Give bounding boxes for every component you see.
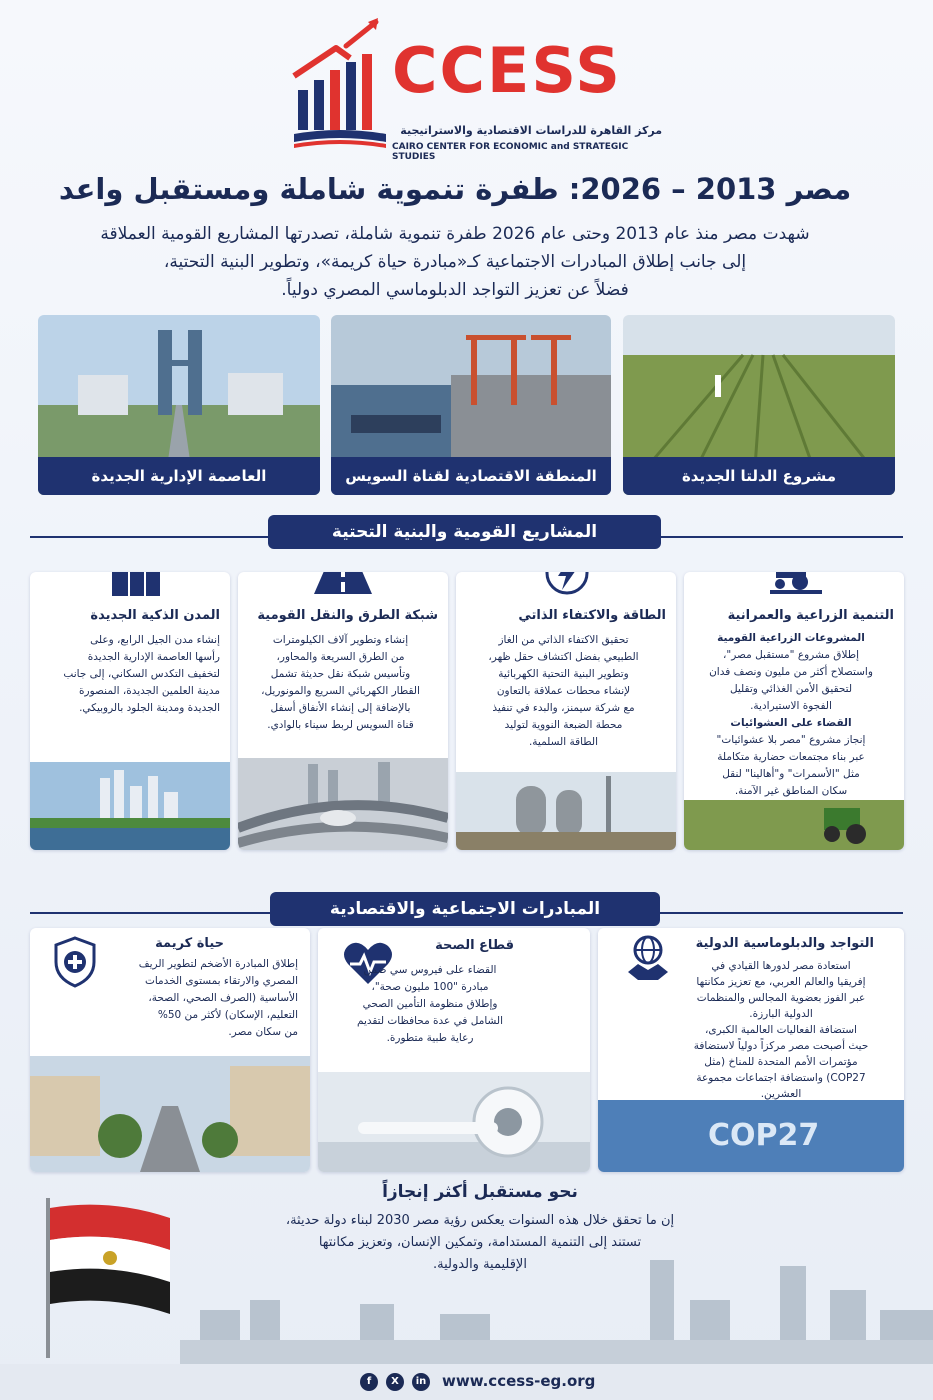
future-line: تستند إلى التنمية المستدامة، وتمكين الإنسان، وتعزيز مكانتها bbox=[318, 1235, 642, 1250]
intro-line: فضلاً عن تعزيز التواجد الدبلوماسي المصري دولياً. bbox=[281, 280, 629, 300]
card-line: استضافة الفعاليات العالمية الكبرى، bbox=[705, 1024, 857, 1036]
highway-image bbox=[238, 758, 448, 850]
logo-text: CCESS bbox=[392, 34, 622, 107]
photo-label: مشروع الدلتا الجديدة bbox=[623, 457, 895, 495]
card-line: مثل "الأسمرات" و"أهالينا" لنقل bbox=[722, 768, 860, 780]
card-line: إفريقيا والعالم العربي، مع تعزيز مكانتها bbox=[696, 976, 866, 988]
card-line: إطلاق مشروع "مستقبل مصر"، bbox=[723, 649, 859, 661]
linkedin-icon[interactable]: in bbox=[412, 1373, 430, 1391]
x-icon[interactable]: X bbox=[386, 1373, 404, 1391]
photo-new-capital bbox=[38, 315, 320, 495]
card-line: واستصلاح أكثر من مليون ونصف فدان bbox=[709, 666, 873, 678]
card-line: لإنشاء محطات عملاقة بالتعاون bbox=[496, 685, 631, 697]
card-title: التنمية الزراعية والعمرانية bbox=[727, 608, 894, 623]
card-line: المصري والارتقاء بمستوى الخدمات bbox=[144, 975, 298, 987]
card-line: من الطرق السريعة والمحاور، bbox=[276, 651, 405, 663]
card-diplomacy bbox=[598, 928, 904, 1172]
card-energy bbox=[456, 572, 676, 850]
card-title: قطاع الصحة bbox=[435, 938, 514, 953]
card-line: الطبيعي بفضل اكتشاف حقل ظهر، bbox=[488, 651, 639, 663]
card-subtitle: القضاء على العشوائيات bbox=[730, 717, 852, 729]
photo-suez-zone bbox=[331, 315, 611, 495]
page-title: مصر 2013 – 2026: طفرة تنموية شاملة ومستقبل واعد bbox=[58, 172, 852, 206]
cairo-skyline-image bbox=[180, 1230, 933, 1364]
card-line: عبر الفوز بعضوية المجالس والمنظمات bbox=[696, 992, 866, 1004]
card-line: بالإضافة إلى إنشاء الأنفاق أسفل bbox=[270, 702, 411, 714]
globe-handshake-icon bbox=[624, 934, 672, 982]
card-line: لتخفيف التكدس السكاني، إلى جانب bbox=[63, 668, 220, 680]
smart-city-icon bbox=[106, 572, 166, 600]
photo-label: المنطقة الاقتصادية لقناة السويس bbox=[331, 457, 611, 495]
card-line: الطاقة السلمية. bbox=[528, 736, 599, 748]
card-line: إنشاء وتطوير آلاف الكيلومترات bbox=[272, 634, 409, 646]
photo-label: العاصمة الإدارية الجديدة bbox=[38, 457, 320, 495]
card-title: التواجد والدبلوماسية الدولية bbox=[695, 936, 874, 951]
lightning-icon bbox=[544, 572, 590, 596]
card-title: المدن الذكية الجديدة bbox=[90, 608, 220, 623]
card-line: الفجوة الاستيرادية. bbox=[750, 700, 832, 712]
card-line: إنشاء مدن الجيل الرابع، وعلى bbox=[90, 634, 220, 646]
medical-scanner-image bbox=[318, 1072, 590, 1172]
org-name-ar: مركز القاهرة للدراسات الاقتصادية والاستراتيجية bbox=[400, 124, 662, 137]
card-line: سكان المناطق غير الآمنة. bbox=[734, 785, 848, 797]
cop27-text: COP27 bbox=[708, 1118, 820, 1153]
card-line: الأساسية (الصرف الصحي، الصحة، bbox=[148, 992, 298, 1004]
city-skyline-image bbox=[30, 762, 230, 850]
card-line: إنجاز مشروع "مصر بلا عشوائيات" bbox=[716, 734, 866, 746]
card-line: وتأسيس شبكة نقل حديثة تشمل bbox=[270, 668, 411, 680]
website-link[interactable]: www.ccess-eg.org bbox=[442, 1372, 596, 1390]
card-line: التعليم، الإسكان) لأكثر من 50% bbox=[157, 1009, 298, 1021]
card-line: الدولية البارزة. bbox=[749, 1008, 813, 1020]
photo-delta bbox=[623, 315, 895, 495]
card-decent-life bbox=[30, 928, 310, 1172]
card-line: رأسها العاصمة الإدارية الجديدة bbox=[87, 651, 220, 663]
card-line: لتحقيق الأمن الغذائي وتقليل bbox=[729, 683, 853, 695]
card-line: COP27) واستضافة اجتماعات مجموعة bbox=[696, 1072, 866, 1084]
cop27-image bbox=[598, 1100, 904, 1172]
card-line: قناة السويس لربط سيناء بالوادي. bbox=[267, 719, 414, 731]
power-plant-image bbox=[456, 772, 676, 850]
intro-line: إلى جانب إطلاق المبادرات الاجتماعية كـ«مبادرة حياة كريمة»، وتطوير البنية التحتية، bbox=[163, 252, 747, 272]
future-title: نحو مستقبل أكثر إنجازاً bbox=[382, 1182, 578, 1202]
tractor-icon bbox=[766, 572, 826, 596]
card-line: مؤتمرات الأمم المتحدة للمناخ (مثل bbox=[704, 1056, 858, 1068]
card-smart-cities bbox=[30, 572, 230, 850]
section-title: المشاريع القومية والبنية التحتية bbox=[268, 515, 661, 549]
card-line: من سكان مصر. bbox=[228, 1026, 298, 1038]
logo-mark bbox=[290, 18, 390, 154]
card-health bbox=[318, 928, 590, 1172]
card-line: القطار الكهربائي السريع والمونوريل، bbox=[261, 685, 420, 697]
card-title: الطاقة والاكتفاء الذاتي bbox=[518, 608, 666, 623]
card-subtitle: المشروعات الزراعية القومية bbox=[717, 632, 865, 644]
card-line: العشرين. bbox=[760, 1088, 802, 1100]
card-title: حياة كريمة bbox=[155, 936, 224, 951]
card-line: القضاء على فيروس سي ضمن bbox=[363, 964, 497, 976]
card-line: رعاية طبية متطورة. bbox=[386, 1032, 474, 1044]
future-line: الإقليمية والدولية. bbox=[433, 1257, 527, 1272]
card-line: وإطلاق منظومة التأمين الصحي bbox=[362, 998, 498, 1010]
intro-line: شهدت مصر منذ عام 2013 وحتى عام 2026 طفرة تنموية شاملة، تصدرتها المشاريع القومية العملاقة bbox=[100, 224, 810, 244]
card-agriculture bbox=[684, 572, 904, 850]
road-icon bbox=[310, 572, 376, 596]
card-line: حيث أصبحت مصر مركزاً دولياً لاستضافة bbox=[693, 1040, 869, 1052]
card-line: مبادرة "100 مليون صحة"، bbox=[371, 981, 489, 993]
tractor-field-image bbox=[684, 800, 904, 850]
egypt-flag-image bbox=[40, 1198, 180, 1358]
card-line: عبر بناء مجتمعات حضارية متكاملة bbox=[717, 751, 865, 763]
card-line: إطلاق المبادرة الأضخم لتطوير الريف bbox=[138, 958, 298, 970]
card-title: شبكة الطرق والنقل القومية bbox=[257, 608, 438, 623]
card-roads bbox=[238, 572, 448, 850]
card-line: مع شركة سيمنز، والبدء في تنفيذ bbox=[492, 702, 635, 714]
card-line: محطة الضبعة النووية لتوليد bbox=[504, 719, 623, 731]
card-line: وتطوير البنية التحتية الكهربائية bbox=[498, 668, 629, 680]
org-name-en: CAIRO CENTER FOR ECONOMIC and STRATEGIC STUDIES bbox=[392, 142, 629, 162]
card-line: استعادة مصر لدورها القيادي في bbox=[711, 960, 851, 972]
section-title: المبادرات الاجتماعية والاقتصادية bbox=[270, 892, 660, 926]
card-line: الشامل في عدة محافظات لتقديم bbox=[356, 1015, 504, 1027]
rural-street-image bbox=[30, 1056, 310, 1172]
future-line: إن ما تحقق خلال هذه السنوات يعكس رؤية مصر 2030 لبناء دولة حديثة، bbox=[285, 1213, 675, 1228]
card-line: مدينة العلمين الجديدة، المنصورة bbox=[79, 685, 220, 697]
card-line: تحقيق الاكتفاء الذاتي من الغاز bbox=[498, 634, 629, 646]
facebook-icon[interactable]: f bbox=[360, 1373, 378, 1391]
card-line: الجديدة ومدينة الجلود بالروبيكي. bbox=[79, 702, 220, 714]
